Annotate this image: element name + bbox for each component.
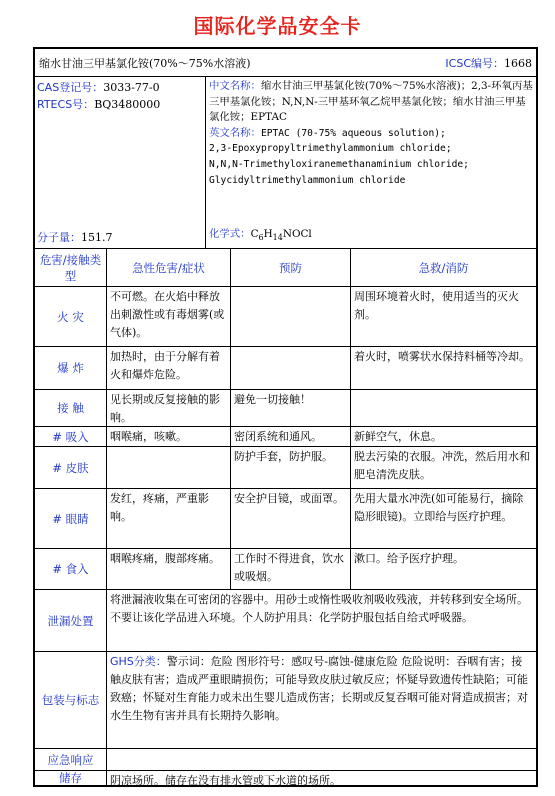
hazard-row-contact [35,390,536,427]
hazard-first-aid: 先用大量水冲洗(如可能易行，摘除隐形眼镜)。立即给与医疗护理。 [354,492,524,523]
cas-line [37,79,160,95]
spill-row [35,590,536,652]
hazard-first-aid: 新鲜空气，休息。 [354,430,442,443]
hazard-prevention: 安全护目镜，或面罩。 [231,489,351,548]
hazard-prevention: 密闭系统和通风。 [231,427,351,446]
identity-left [35,77,206,249]
hazard-type: # 吸入 [35,427,107,446]
rtecs-line [37,96,160,112]
storage-text: 阴凉场所。储存在没有排水管或下水道的场所。 [110,774,341,785]
hazard-symptoms: 见长期或反复接触的影响。 [107,390,231,426]
rtecs-value: BQ3480000 [94,98,161,111]
hazard-prevention [231,287,351,346]
storage-label: 储存 [35,771,107,785]
hazard-symptoms: 发红，疼痛，严重影响。 [107,489,231,548]
hazard-prevention [231,347,351,389]
en-name-line: Glycidyltrimethylammonium chloride [209,174,406,186]
cas-value: 3033-77-0 [103,81,160,94]
formula-line [209,227,312,246]
packaging-row [35,652,536,749]
hazard-prevention: 防护手套，防护服。 [231,447,351,488]
hazard-first-aid [351,390,536,426]
hazard-type: # 食入 [35,549,107,589]
mw-value: 151.7 [81,231,113,244]
column-header-row [35,249,536,287]
en-name-line: N,N,N-Trimethyloxiranemethanaminium chloride; [209,158,469,170]
hazard-type: # 眼睛 [35,489,107,548]
hazard-row-inhalation [35,427,536,447]
hazard-row-fire [35,287,536,347]
col-first-aid-header: 急救/消防 [418,260,469,275]
ghs-label: GHS分类： [110,655,167,668]
identity-right [206,77,536,249]
hazard-type: 火 灾 [35,287,107,346]
packaging-text: 警示词：危险 图形符号：感叹号-腐蚀-健康危险 危险说明：吞咽有害；接触皮肤有害；造成严重眼睛损伤；可能导致皮肤过敏反应；怀疑导致遗传性缺陷；可能致癌；怀疑对生育能力或未出生婴儿造成伤害；长期或反复吞咽可能对肾造成损害；对水生生物有害并具有长期持久影响。 [110,655,528,722]
cn-name-label: 中文名称： [209,80,261,92]
hazard-type: # 皮肤 [35,447,107,488]
hazard-first-aid: 漱口。给予医疗护理。 [354,552,464,565]
en-name-label: 英文名称： [209,126,261,139]
col-type-header: 危害/接触类型 [35,249,107,286]
hazard-prevention: 工作时不得进食，饮水或吸烟。 [231,549,351,589]
col-symptoms-header: 急性危害/症状 [107,249,231,286]
mw-line [37,229,113,245]
card-title: 国际化学品安全卡 [193,14,362,38]
col-prevention-header: 预防 [231,249,351,286]
emergency-label: 应急响应 [35,749,107,770]
formula: $C_6H_{14}NOCl$ [250,228,312,243]
rtecs-label: RTECS号： [37,98,95,111]
hazard-row-eyes [35,489,536,549]
icsc-value: 1668 [504,56,532,70]
packaging-text-cell [107,652,536,748]
hazard-symptoms: 咽喉疼痛，腹部疼痛。 [107,549,231,589]
hazard-prevention: 避免一切接触！ [231,390,351,426]
hazard-symptoms: 不可燃。在火焰中释放出刺激性或有毒烟雾(或气体)。 [107,287,231,346]
cas-label: CAS登记号： [37,81,104,94]
identity-row [35,77,536,249]
en-name-first: EPTAC (70-75% aqueous solution); [260,127,446,139]
emergency-row [35,749,536,771]
cn-name-block [209,79,533,126]
hazard-first-aid: 着火时，喷雾状水保持料桶等冷却。 [354,350,530,363]
hazard-first-aid: 脱去污染的衣服。冲洗，然后用水和肥皂清洗皮肤。 [354,450,530,481]
hazard-type: 爆 炸 [35,347,107,389]
icsc-number [445,55,536,71]
hazard-row-skin [35,447,536,489]
hazard-symptoms [107,447,231,488]
cn-name-value: 缩水甘油三甲基氯化铵(70%～75%水溶液)；2,3-环氧丙基三甲基氯化铵；N,N,N-三甲基环氧乙烷甲基氯化铵；缩水甘油三甲基氯化铵；EPTAC [209,80,533,124]
emergency-text [107,749,536,770]
card-frame [33,47,538,787]
packaging-label: 包装与标志 [35,652,107,748]
spill-label: 泄漏处置 [35,590,107,651]
formula-label: 化学式： [209,228,251,240]
chemical-name: 缩水甘油三甲基氯化铵(70%～75%水溶液) [39,56,251,70]
en-name-line: 2,3-Epoxypropyltrimethylammonium chloride; [209,143,452,155]
mw-label: 分子量： [37,231,81,244]
storage-row [35,771,536,785]
header-row [35,49,536,77]
hazard-type: 接 触 [35,390,107,426]
hazard-row-ingestion [35,549,536,590]
spill-text: 将泄漏液收集在可密闭的容器中。用砂土或惰性吸收剂吸收残液，并转移到安全场所。不要让该化学品进入环境。个人防护用具：化学防护服包括自给式呼吸器。 [110,593,528,624]
en-name-block [209,126,533,188]
icsc-label: ICSC编号： [445,56,504,70]
hazard-symptoms: 加热时，由于分解有着火和爆炸危险。 [107,347,231,389]
hazard-row-explosion [35,347,536,390]
hazard-symptoms: 咽喉痛，咳嗽。 [107,427,231,446]
hazard-first-aid: 周围环境着火时，使用适当的灭火剂。 [354,290,519,321]
